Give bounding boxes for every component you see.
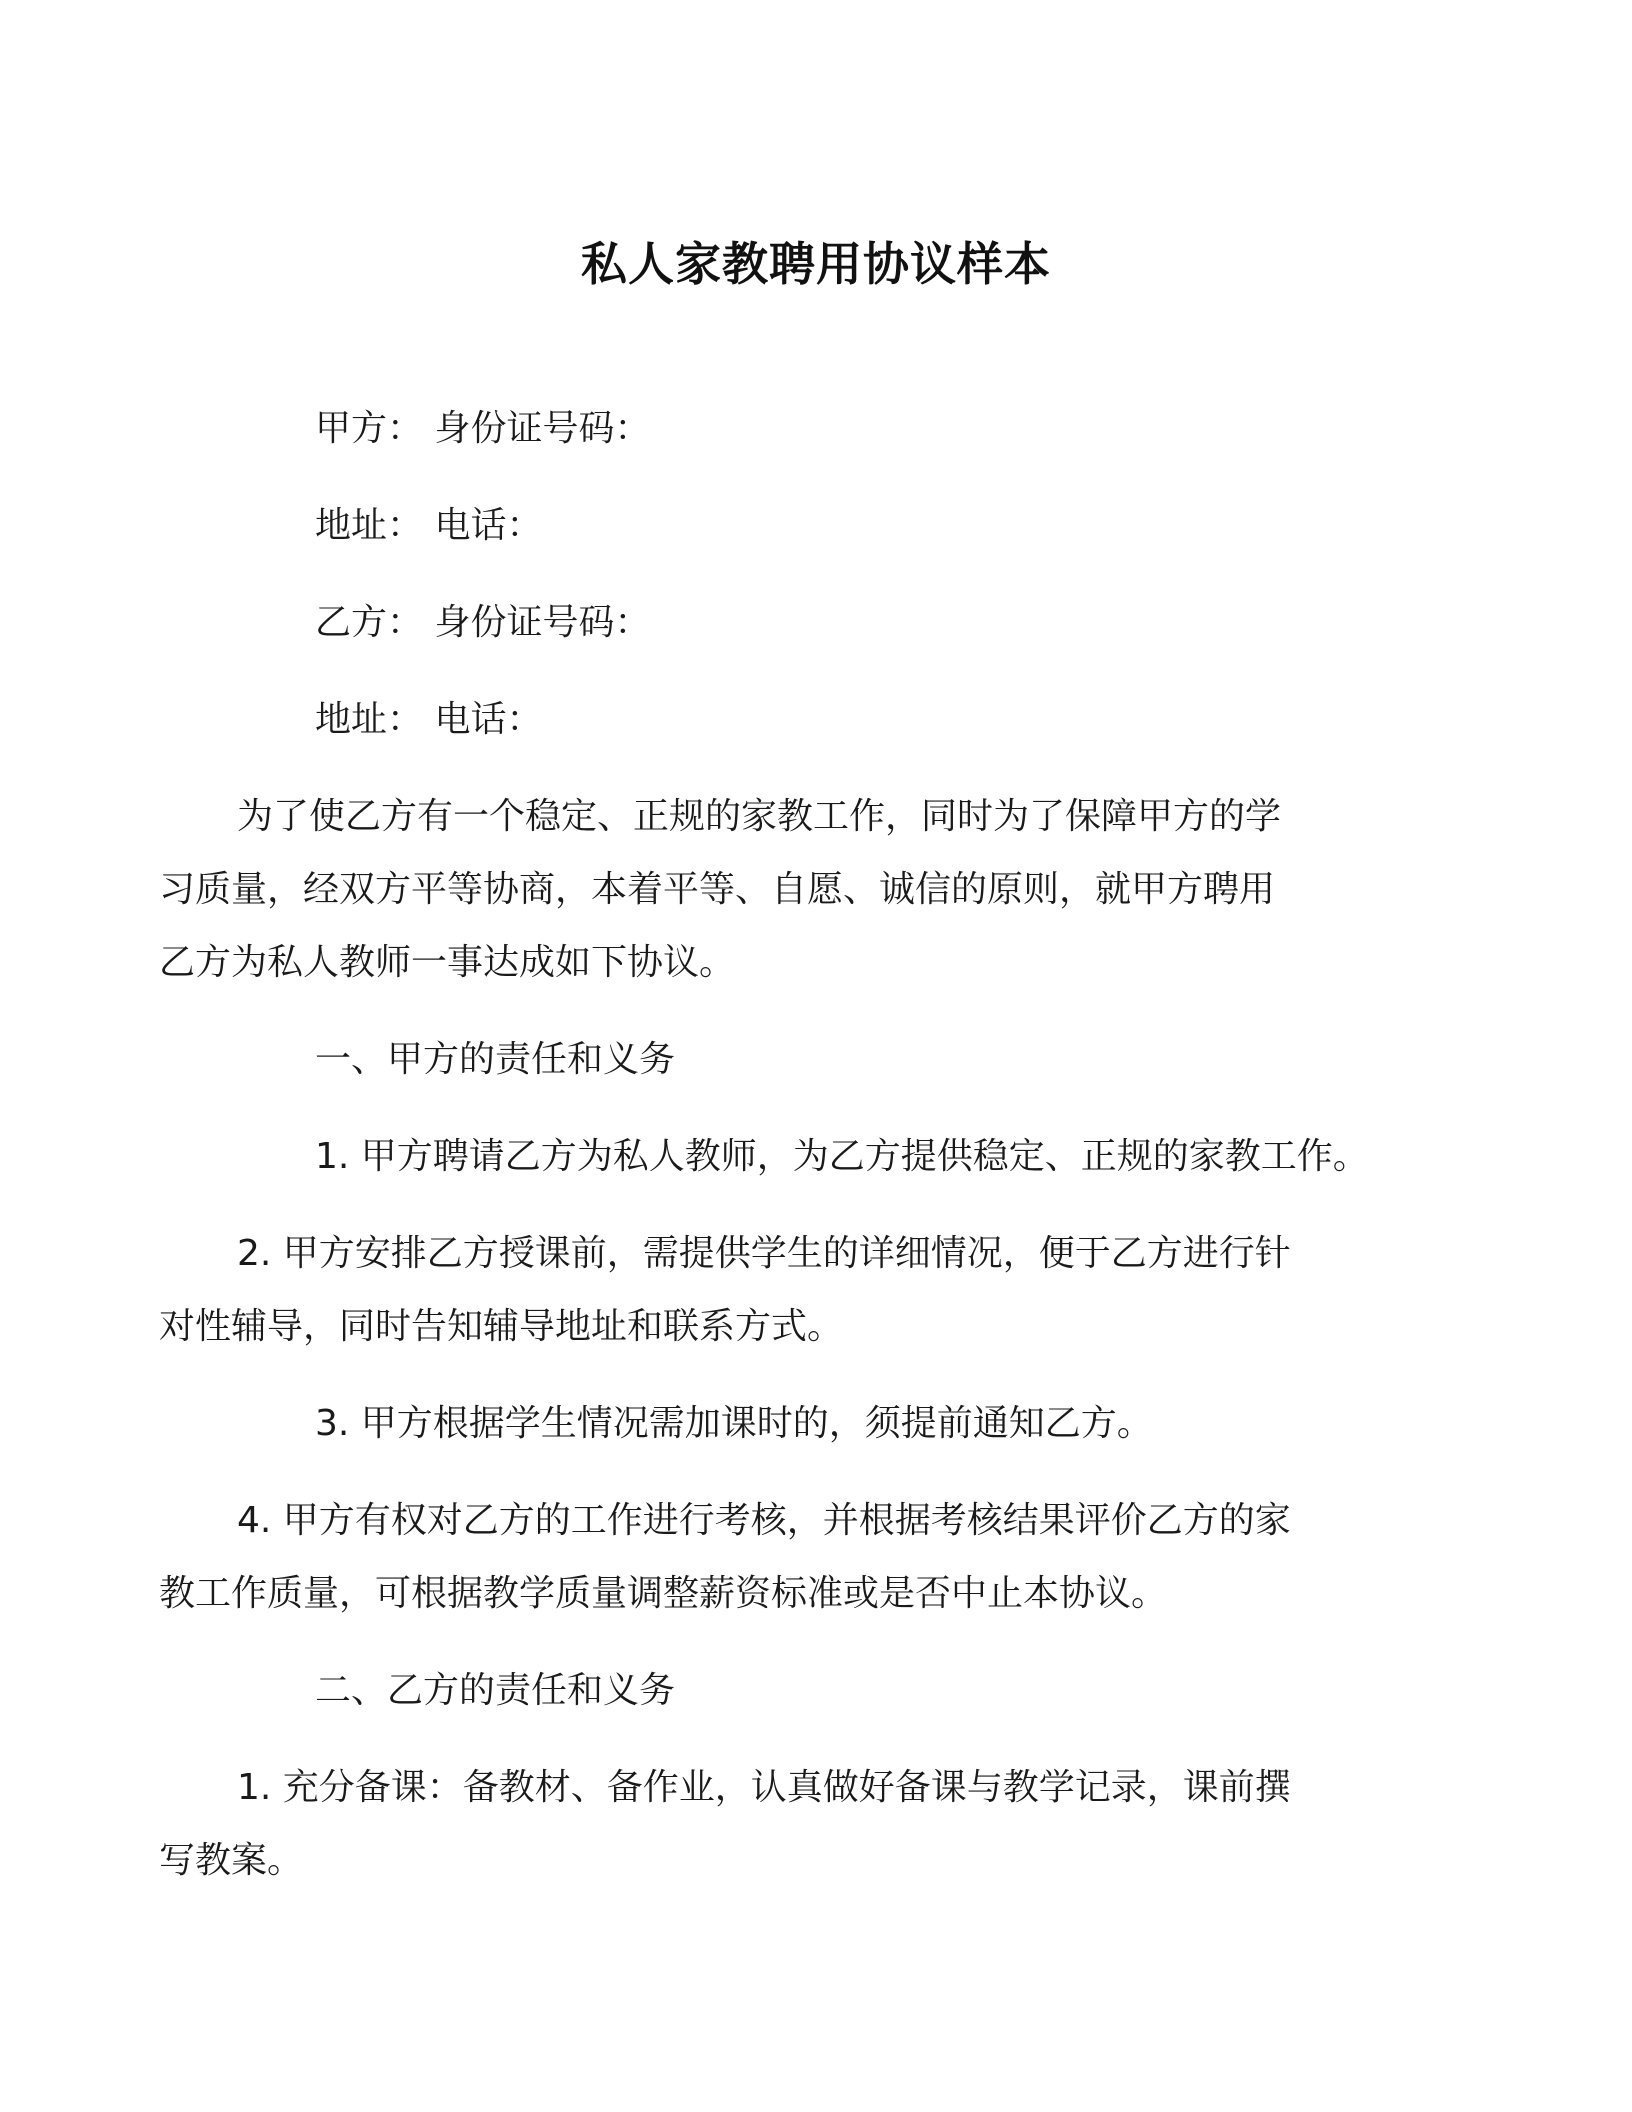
section-1-item: 4. 甲方有权对乙方的工作进行考核，并根据考核结果评价乙方的家教工作质量，可根据教学质量调整薪资标准或是否中止本协议。 — [159, 1500, 1291, 1614]
party-a-address-line: 地址： 电话： — [315, 505, 543, 546]
document-title: 私人家教聘用协议样本 — [581, 237, 1051, 291]
section-1-item: 2. 甲方安排乙方授课前，需提供学生的详细情况，便于乙方进行针对性辅导，同时告知辅导地址和联系方式。 — [159, 1233, 1291, 1347]
document-body — [159, 392, 1377, 1921]
party-b-line: 乙方： 身份证号码： — [315, 602, 651, 643]
section-2-heading: 二、乙方的责任和义务 — [315, 1670, 676, 1711]
section-1-item: 3. 甲方根据学生情况需加课时的，须提前通知乙方。 — [315, 1403, 1153, 1444]
party-b-address-line: 地址： 电话： — [315, 699, 543, 740]
section-1-heading: 一、甲方的责任和义务 — [315, 1039, 676, 1080]
party-a-line: 甲方： 身份证号码： — [315, 408, 651, 449]
section-2-item: 1. 充分备课：备教材、备作业，认真做好备课与教学记录，课前撰写教案。 — [159, 1767, 1291, 1881]
intro-paragraph: 为了使乙方有一个稳定、正规的家教工作，同时为了保障甲方的学习质量，经双方平等协商，本着平等、自愿、诚信的原则，就甲方聘用乙方为私人教师一事达成如下协议。 — [159, 796, 1282, 983]
section-1-item: 1. 甲方聘请乙方为私人教师，为乙方提供稳定、正规的家教工作。 — [315, 1136, 1369, 1177]
